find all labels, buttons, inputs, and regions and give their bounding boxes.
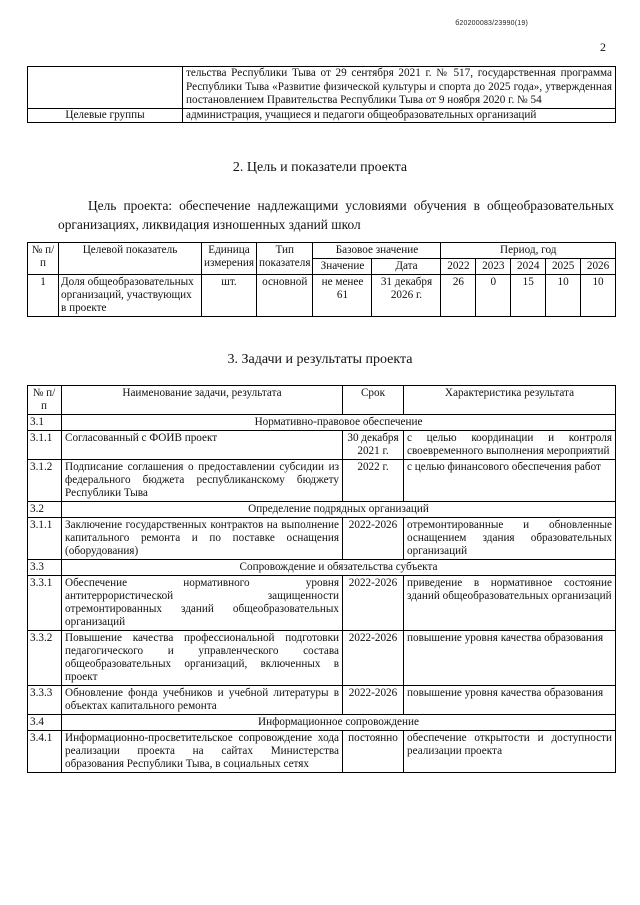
document-id: б20200083/23990(19) <box>455 20 528 27</box>
header-base: Базовое значение <box>313 243 441 259</box>
row-num: 3.3.2 <box>28 631 62 686</box>
project-passport-table <box>27 66 616 123</box>
header-year: 2026 <box>581 259 616 275</box>
row-term: 2022-2026 <box>343 576 404 631</box>
row-num: 3.1.1 <box>28 431 62 460</box>
table-row <box>28 108 616 123</box>
table-row <box>28 67 616 109</box>
header-result: Характеристика результата <box>404 386 616 415</box>
section-title: Сопровождение и обязательства субъекта <box>62 560 616 576</box>
row-year-value: 15 <box>511 275 546 317</box>
row-num: 3.4.1 <box>28 731 62 773</box>
row-term: 2022-2026 <box>343 631 404 686</box>
header-base-value: Значение <box>313 259 372 275</box>
table-cell <box>28 67 183 109</box>
row-term: 2022-2026 <box>343 686 404 715</box>
page-number: 2 <box>600 40 606 54</box>
row-name: Информационно-просветительское сопровождение хода реализации проекта на сайтах Министерства образования Республики Тыва, в социальных сетях <box>62 731 343 773</box>
row-num: 3.1.2 <box>28 460 62 502</box>
header-unit: Единица измерения <box>202 243 257 275</box>
row-year-value: 26 <box>441 275 476 317</box>
row-result: с целью финансового обеспечения работ <box>404 460 616 502</box>
header-indicator: Целевой показатель <box>59 243 202 275</box>
section-3-title: 3. Задачи и результаты проекта <box>227 352 413 367</box>
row-result: отремонтированные и обновленные оснащением здания образовательных организаций <box>404 518 616 560</box>
row-term: 2022-2026 <box>343 518 404 560</box>
row-result: повышение уровня качества образования <box>404 686 616 715</box>
header-base-date: Дата <box>372 259 441 275</box>
header-term: Срок <box>343 386 404 415</box>
row-term: 30 декабря 2021 г. <box>343 431 404 460</box>
section-row <box>28 502 616 518</box>
header-year: 2025 <box>546 259 581 275</box>
row-name: Повышение качества профессиональной подготовки педагогического и управленческого состава общеобразовательных организаций, включенных в проект <box>62 631 343 686</box>
header-name: Наименование задачи, результата <box>62 386 343 415</box>
row-num: 1 <box>28 275 59 317</box>
table-row <box>28 631 616 686</box>
row-name: Заключение государственных контрактов на выполнение капитального ремонта и по поставке оснащения (оборудования) <box>62 518 343 560</box>
table-cell: тельства Республики Тыва от 29 сентября 2021 г. № 517, государственная программа Республики Тыва «Развитие физической культуры и спорта до 2025 года», утвержденная постановлением Правительства Республики Тыва от 9 ноября 2020 г. № 54 <box>183 67 616 109</box>
header-num: № п/п <box>28 243 59 275</box>
row-year-value: 10 <box>546 275 581 317</box>
section-num: 3.4 <box>28 715 62 731</box>
section-num: 3.2 <box>28 502 62 518</box>
row-result: с целью координации и контроля своевременного выполнения мероприятий <box>404 431 616 460</box>
row-name: Согласованный с ФОИВ проект <box>62 431 343 460</box>
row-base-value: не менее 61 <box>313 275 372 317</box>
header-year: 2022 <box>441 259 476 275</box>
table-cell: Целевые группы <box>28 108 183 123</box>
row-indicator: Доля общеобразовательных организаций, участвующих в проекте <box>59 275 202 317</box>
row-name: Подписание соглашения о предоставлении субсидии из федерального бюджета республиканскому бюджету Республики Тыва <box>62 460 343 502</box>
table-row <box>28 731 616 773</box>
row-term: 2022 г. <box>343 460 404 502</box>
table-row <box>28 518 616 560</box>
row-name: Обеспечение нормативного уровня антитеррористической защищенности отремонтированных зданий общеобразовательных организаций <box>62 576 343 631</box>
row-unit: шт. <box>202 275 257 317</box>
table-row <box>28 460 616 502</box>
section-title: Информационное сопровождение <box>62 715 616 731</box>
row-num: 3.3.3 <box>28 686 62 715</box>
row-num: 3.1.1 <box>28 518 62 560</box>
row-result: приведение в нормативное состояние зданий общеобразовательных организаций <box>404 576 616 631</box>
section-row <box>28 715 616 731</box>
section-num: 3.3 <box>28 560 62 576</box>
table-row <box>28 275 616 317</box>
row-year-value: 0 <box>476 275 511 317</box>
section-row <box>28 415 616 431</box>
table-row <box>28 576 616 631</box>
table-cell: администрация, учащиеся и педагоги общеобразовательных организаций <box>183 108 616 123</box>
header-type: Тип показателя <box>256 243 313 275</box>
section-row <box>28 560 616 576</box>
project-goal-text: Цель проекта: обеспечение надлежащими условиями обучения в общеобразовательных организациях, ликвидация изношенных зданий школ <box>58 198 614 232</box>
table-row <box>28 431 616 460</box>
section-num: 3.1 <box>28 415 62 431</box>
header-year: 2024 <box>511 259 546 275</box>
header-year: 2023 <box>476 259 511 275</box>
row-name: Обновление фонда учебников и учебной литературы в объектах капитального ремонта <box>62 686 343 715</box>
row-base-date: 31 декабря 2026 г. <box>372 275 441 317</box>
row-type: основной <box>256 275 313 317</box>
row-num: 3.3.1 <box>28 576 62 631</box>
header-period: Период, год <box>441 243 616 259</box>
section-title: Нормативно-правовое обеспечение <box>62 415 616 431</box>
row-term: постоянно <box>343 731 404 773</box>
table-header-row <box>28 243 616 259</box>
row-result: обеспечение открытости и доступности реализации проекта <box>404 731 616 773</box>
section-title: Определение подрядных организаций <box>62 502 616 518</box>
header-num: № п/п <box>28 386 62 415</box>
section-2-title: 2. Цель и показатели проекта <box>232 160 408 175</box>
table-header-row <box>28 386 616 415</box>
row-result: повышение уровня качества образования <box>404 631 616 686</box>
tasks-table <box>27 385 616 773</box>
row-year-value: 10 <box>581 275 616 317</box>
table-row <box>28 686 616 715</box>
indicators-table <box>27 242 616 317</box>
